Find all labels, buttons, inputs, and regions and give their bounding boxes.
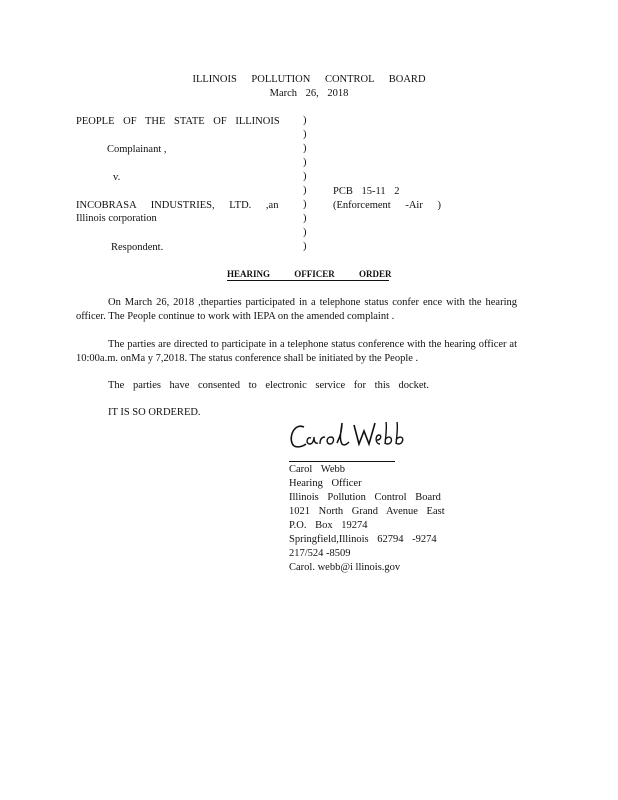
versus-label: v. (113, 172, 121, 183)
caption-paren: ) (303, 213, 307, 224)
order-closing: IT IS SO ORDERED. (108, 407, 201, 418)
caption-paren: ) (303, 129, 307, 140)
signer-email: Carol. webb@i llinois.gov (289, 562, 401, 573)
signer-address: 1021 North Grand Avenue East (289, 506, 445, 517)
defendant-name: INCOBRASA INDUSTRIES, LTD. ,an (76, 200, 279, 211)
caption-paren: ) (303, 143, 307, 154)
signer-city: Springfield,Illinois 62794 -9274 (289, 534, 437, 545)
paragraph-text: On March 26, 2018 ,theparties participated in a telephone status confer ence with the hearing officer. The People continue to work with IEPA on the amended complaint . (76, 297, 517, 322)
paragraph-text: The parties are directed to participate in a telephone status conference with the hearing officer at 10:00a.m. onMa y 7,2018. The status conference shall be initiated by the People . (76, 339, 517, 364)
order-paragraph-3: The parties have consented to electronic service for this docket. (108, 380, 430, 391)
order-paragraph-2 (76, 338, 517, 366)
signer-organization: Illinois Pollution Control Board (289, 492, 441, 503)
document-date: March 26, 2018 (269, 88, 349, 99)
handwritten-signature (289, 419, 413, 455)
agency-title: ILLINOIS POLLUTION CONTROL BOARD (192, 74, 426, 85)
signer-phone: 217/524 -8509 (289, 548, 351, 559)
caption-paren: ) (303, 171, 307, 182)
defendant-role: Respondent. (111, 242, 164, 253)
signer-title: Hearing Officer (289, 478, 362, 489)
signature-line (289, 461, 395, 462)
signer-po-box: P.O. Box 19274 (289, 520, 368, 531)
order-paragraph-1 (76, 296, 517, 324)
plaintiff-role: Complainant , (107, 144, 167, 155)
signer-name: Carol Webb (289, 464, 345, 475)
caption-paren: ) (303, 227, 307, 238)
caption-paren: ) (303, 199, 307, 210)
caption-paren: ) (303, 185, 307, 196)
order-title: HEARING OFFICER ORDER (227, 269, 392, 279)
plaintiff-name: PEOPLE OF THE STATE OF ILLINOIS (76, 116, 280, 127)
defendant-description: Illinois corporation (76, 213, 157, 224)
case-type: (Enforcement -Air ) (333, 200, 441, 211)
caption-paren: ) (303, 115, 307, 126)
order-title-underline (227, 280, 389, 281)
caption-paren: ) (303, 241, 307, 252)
case-number: PCB 15-11 2 (333, 186, 400, 197)
caption-paren: ) (303, 157, 307, 168)
